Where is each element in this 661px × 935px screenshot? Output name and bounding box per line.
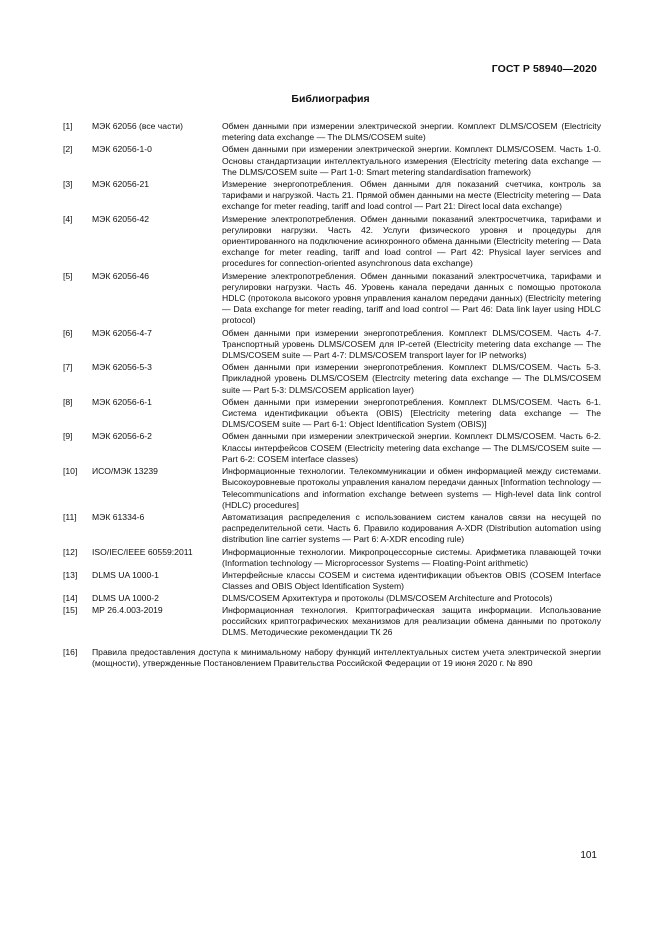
bibliography-entry [63,362,601,396]
entry-text: Обмен данными при измерении электрической энергии. Комплект DLMS/COSEM (Electricity metering data exchange — The DLMS/COSEM suite) [222,121,601,143]
entry-code: ISO/IEC/IEEE 60559:2011 [92,546,193,557]
entry-number: [14] [63,593,78,604]
entry-code: МЭК 62056-5-3 [92,362,152,373]
entry-text: Обмен данными при измерении энергопотребления. Комплект DLMS/COSEM. Часть 6-1. Система идентификации объекта (OBIS) [Electricity metering data exchange — The DLMS/COSEM suite — Part 6-1: Object Identification System (OBIS)] [222,396,601,430]
bibliography-entry [63,328,601,362]
entry-number: [15] [63,604,78,615]
bibliography-entry [63,647,601,669]
entry-code: DLMS UA 1000-2 [92,593,159,604]
entry-code: МЭК 62056-1-0 [92,144,152,155]
entry-text: Обмен данными при измерении электрической энергии. Комплект DLMS/COSEM. Часть 1-0. Основы стандартизации интеллектуального измерения (Electricity metering data exchange — The DLMS/COSEM suite — Part 1-0: Smart metering standardisation framework) [222,144,601,177]
entry-number: [10] [63,466,78,477]
bibliography-entry [63,593,601,604]
bibliography-entry [63,431,601,465]
entry-text: Измерение электропотребления. Обмен данными показаний электросчетчика, тарифами и регулировки нагрузки. Часть 42. Услуги физического уровня и процедуры для ориентированного на подключение асинхронного обмена данными (Electricity metering — Data exchange for meter reading, tariff and load control — Part 42: Physical layer services and procedures for connection-oriented asynchronous data exchange) [222,213,601,269]
entry-text: Измерение электропотребления. Обмен данными показаний электросчетчика, тарифами и регулировки нагрузки. Часть 46. Уровень канала передачи данных с помощью протокола HDLC (протокола высокого уровня управления каналом передачи данных) (Electricity metering — Data exchange for meter reading, tariff and load control — Part 46: Data link layer using HDLC protocol) [222,270,601,326]
entry-code: DLMS UA 1000-1 [92,569,159,580]
entry-code: МЭК 62056 (все части) [92,121,183,131]
entry-code: МЭК 62056-42 [92,213,150,224]
bibliography-entry [63,271,601,327]
entry-text: Информационные технологии. Микропроцессорные системы. Арифметика плавающей точки (Information technology — Microprocessor Systems — Floating-Point arithmetic) [222,546,601,568]
bibliography-entry [63,214,601,270]
bibliography-entry [63,605,601,639]
entry-text: Информационная технология. Криптографическая защита информации. Использование российских криптографических механизмов для реализации обмена данными по протоколу DLMS. Методические рекомендации ТК 26 [222,604,601,637]
entry-number: [5] [63,270,73,281]
entry-number: [8] [63,396,73,407]
bibliography-entry [63,179,601,213]
entry-number: [4] [63,213,73,224]
entry-number: [12] [63,546,78,557]
bibliography-entry [63,570,601,592]
entry-text: Правила предоставления доступа к минимальному набору функций интеллектуальных систем учета электрической энергии (мощности), утвержденные Постановлением Правительства Российской Федерации от 19 июня 2020 г. № 890 [92,647,601,669]
entry-text: DLMS/COSEM Архитектура и протоколы (DLMS/COSEM Architecture and Protocols) [222,593,553,604]
entry-number: [7] [63,362,73,373]
page-number: 101 [580,850,597,861]
entry-number: [13] [63,569,78,580]
entry-number: [11] [63,511,77,522]
entry-number: [2] [63,144,73,155]
bibliography-entry [63,397,601,431]
entry-text: Автоматизация распределения с использованием систем каналов связи на несущей по распределительной сети. Часть 6. Правило кодирования A-XDR (Distribution automation using distribution line carrier systems — Part 6: A-XDR encoding rule) [222,511,601,545]
page-title: Библиография [291,93,370,105]
entry-text: Измерение энергопотребления. Обмен данными для показаний счетчика, контроль за тарифами и нагрузкой. Часть 21. Прямой обмен данными на месте (Electricity metering — Data exchange for meter reading, tariff and load control — Part 21: Direct local data exchange) [222,179,601,212]
entry-text: Информационные технологии. Телекоммуникации и обмен информацией между системами. Высокоуровневые протоколы управления каналом передачи данных [Information technology — Telecommunications and information exchange between systems — High-level data link control (HDLC) procedures] [222,466,601,510]
bibliography-entry [63,512,601,546]
bibliography-entry [63,466,601,511]
entry-code: ИСО/МЭК 13239 [92,466,158,477]
entry-number: [6] [63,327,73,338]
entry-code: МЭК 62056-4-7 [92,327,152,338]
entry-text: Интерфейсные классы COSEM и система идентификации объектов OBIS (COSEM Interface Classes and OBIS Object Identification System) [222,569,601,592]
entry-text: Обмен данными при измерении энергопотребления. Комплект DLMS/COSEM. Часть 4-7. Транспортный уровень DLMS/COSEM для IP-сетей (Electricity metering data exchange — The DLMS/COSEM suite — Part 4-7: DLMS/COSEM transport layer for IP networks) [222,327,601,361]
entry-code: МЭК 61334-6 [92,511,145,522]
entry-code: МЭК 62056-6-1 [92,396,152,407]
entry-text: Обмен данными при измерении электрической энергии. Комплект DLMS/COSEM. Часть 6-2. Классы интерфейсов COSEM (Electricity metering data exchange — The DLMS/COSEM suite — Part 6-2: COSEM interface classes) [222,431,601,464]
entry-code: МЭК 62056-46 [92,270,150,281]
entry-number: [3] [63,179,73,190]
entry-number: [1] [63,121,73,131]
entry-code: МЭК 62056-21 [92,179,150,190]
entry-number: [9] [63,431,73,442]
bibliography-entry [63,144,601,178]
standard-designation: ГОСТ Р 58940—2020 [491,63,597,75]
entry-code: МЭК 62056-6-2 [92,431,152,442]
entry-text: Обмен данными при измерении энергопотребления. Комплект DLMS/COSEM. Часть 5-3. Прикладной уровень DLMS/COSEM (Electrcity metering data exchange — The DLMS/COSEM suite — Part 5-3: DLMS/COSEM application layer) [222,362,601,395]
bibliography-entry [63,547,601,569]
entry-number: [16] [63,647,78,658]
bibliography-list [63,121,601,670]
entry-code: МР 26.4.003-2019 [92,604,163,615]
bibliography-entry [63,121,601,143]
